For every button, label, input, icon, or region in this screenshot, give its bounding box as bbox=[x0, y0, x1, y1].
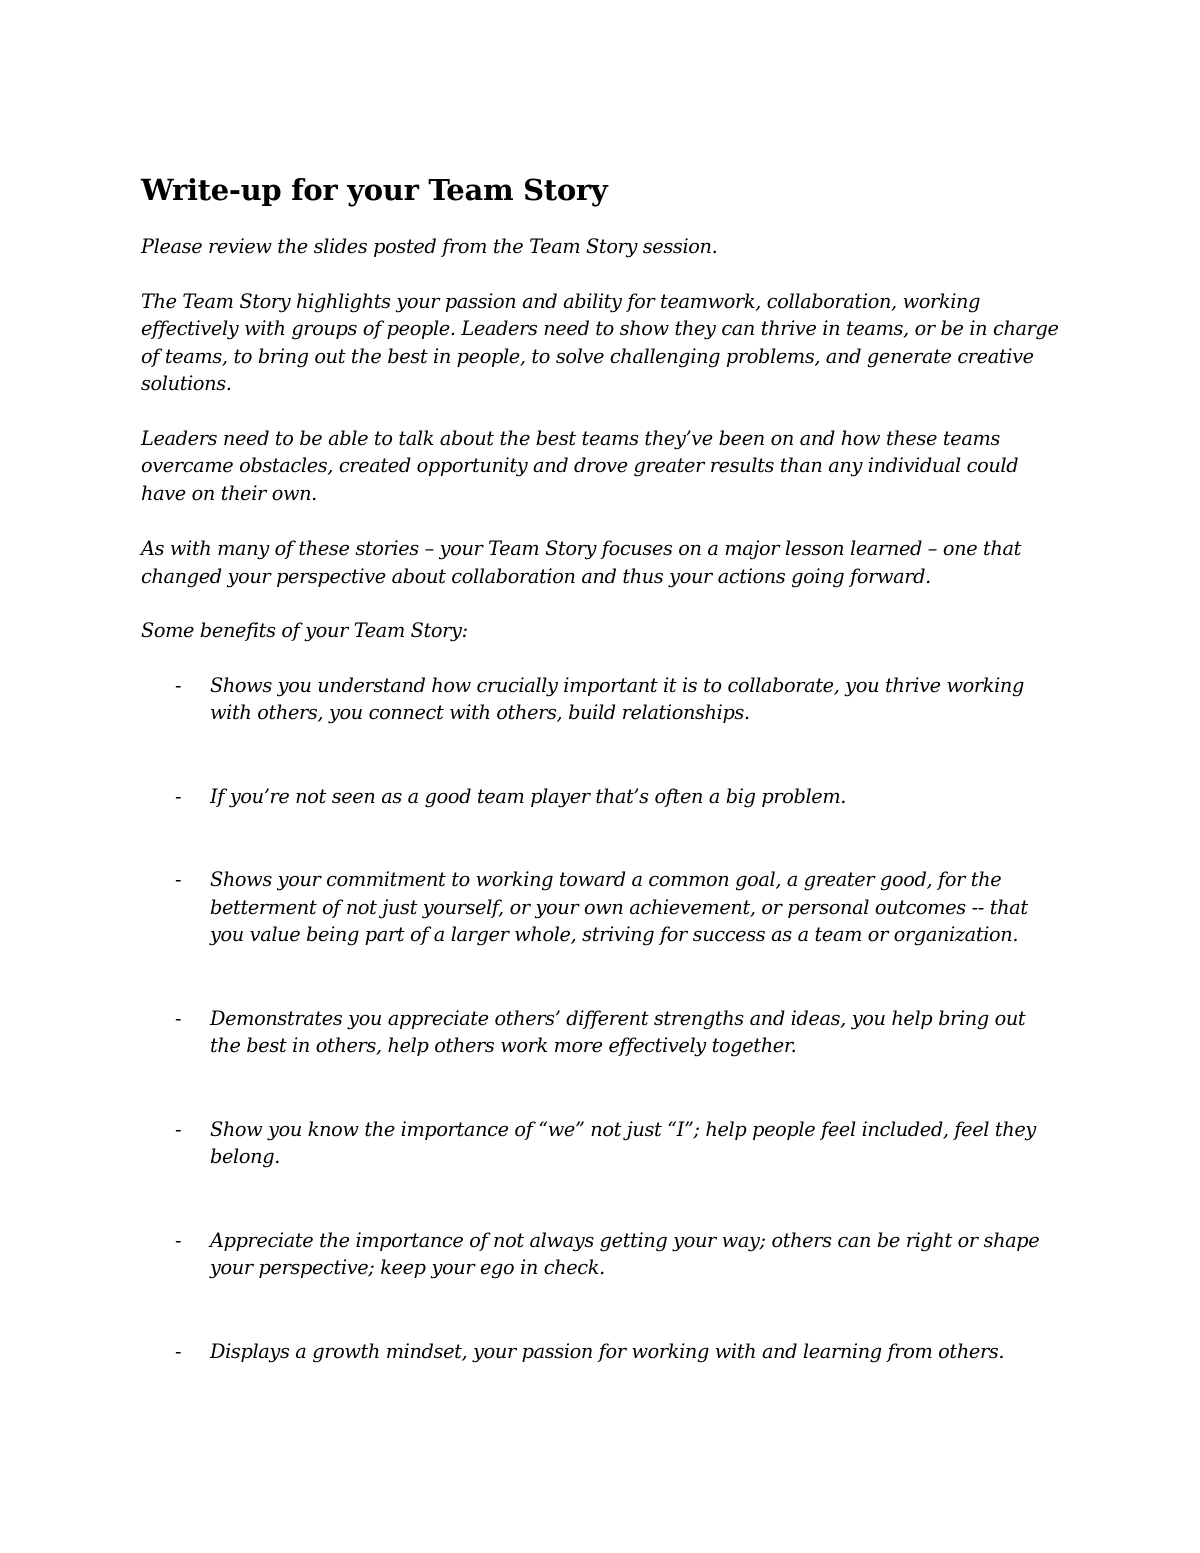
list-item-text: Shows you understand how crucially important it is to collaborate, you thrive working with others, you connect with others, build relationships. bbox=[210, 673, 1024, 724]
list-item-text: Displays a growth mindset, your passion for working with and learning from others. bbox=[210, 1339, 1005, 1363]
list-dash: - bbox=[175, 1339, 182, 1363]
list-item-text: Appreciate the importance of not always getting your way; others can be right or shape your perspective; keep your ego in check. bbox=[210, 1228, 1040, 1279]
list-dash: - bbox=[175, 673, 182, 697]
lesson-paragraph: As with many of these stories – your Team Story focuses on a major lesson learned – one that changed your perspective about collaboration and thus your actions going forward. bbox=[141, 537, 1022, 588]
list-item-text: Shows your commitment to working toward a common goal, a greater good, for the betterment of not just yourself, or your own achievement, or personal outcomes -- that you value being part of a larger whole, striving for success as a team or organization. bbox=[210, 868, 1028, 946]
document-title: Write-up for your Team Story bbox=[141, 173, 608, 207]
list-item bbox=[141, 866, 1061, 949]
list-item bbox=[141, 1005, 1061, 1060]
review-paragraph: Please review the slides posted from the Team Story session. bbox=[141, 235, 718, 258]
list-dash: - bbox=[175, 1006, 182, 1030]
list-item-text: Show you know the importance of “we” not just “I”; help people feel included, feel they belong. bbox=[210, 1117, 1036, 1168]
list-item-text: If you’re not seen as a good team player that’s often a big problem. bbox=[210, 784, 847, 808]
list-item bbox=[141, 1338, 1061, 1366]
document-body bbox=[141, 168, 1061, 1421]
leaders-paragraph: Leaders need to be able to talk about the best teams they’ve been on and how these teams overcame obstacles, created opportunity and drove greater results than any individual could have on their own. bbox=[141, 426, 1019, 505]
list-dash: - bbox=[175, 784, 182, 808]
benefits-list bbox=[141, 672, 1061, 1366]
list-item-text: Demonstrates you appreciate others’ different strengths and ideas, you help bring out the best in others, help others work more effectively together. bbox=[210, 1006, 1026, 1057]
list-item bbox=[141, 672, 1061, 727]
benefits-intro: Some benefits of your Team Story: bbox=[141, 619, 468, 642]
list-item bbox=[141, 1227, 1061, 1282]
highlights-paragraph: The Team Story highlights your passion and ability for teamwork, collaboration, working effectively with groups of people. Leaders need to show they can thrive in teams, or be in charge of teams, to bring out the best in people, to solve challenging problems, and generate creative solutions. bbox=[141, 289, 1059, 395]
list-item bbox=[141, 1116, 1061, 1171]
list-item bbox=[141, 783, 1061, 811]
list-dash: - bbox=[175, 1117, 182, 1141]
list-dash: - bbox=[175, 1228, 182, 1252]
list-dash: - bbox=[175, 868, 182, 891]
